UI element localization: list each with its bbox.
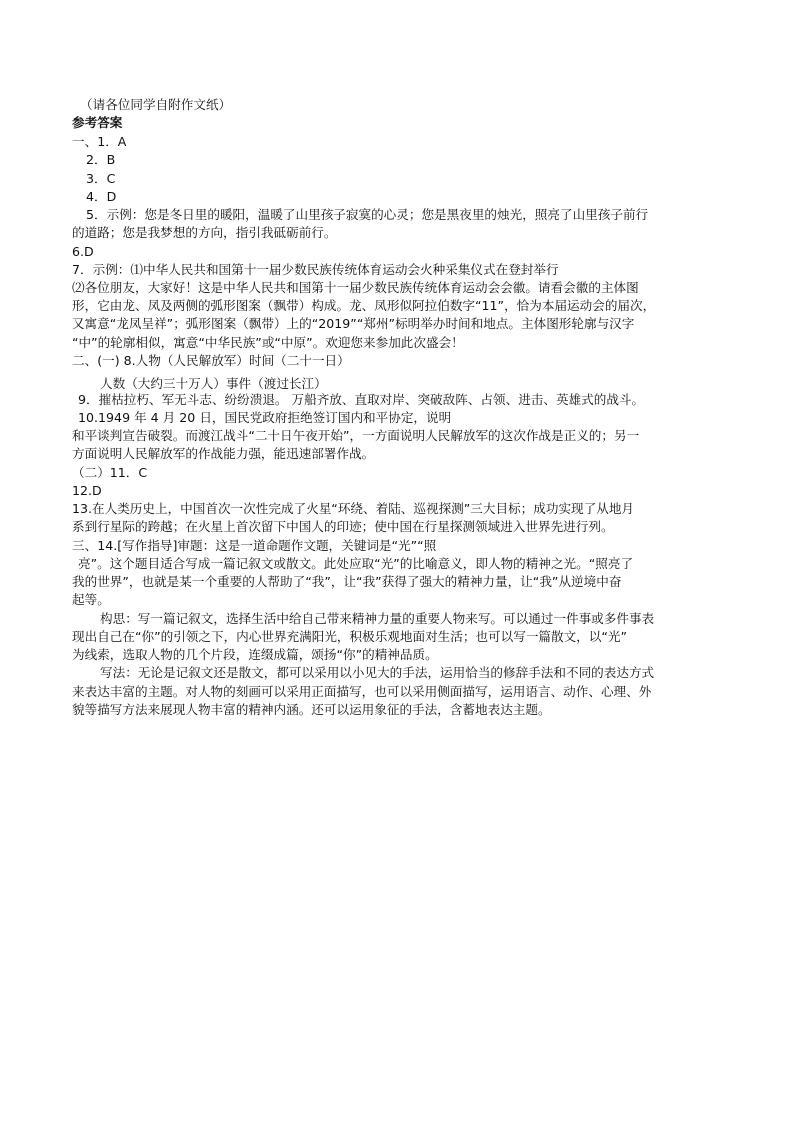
answer-line: 2．B: [86, 152, 116, 167]
answer-line: “中”的轮廓相似，寓意“中华民族”或“中原”。欢迎您来参加此次盛会！: [72, 335, 464, 350]
answer-line: 现出自己在“你”的引领之下，内心世界充满阳光，积极乐观地面对生活；也可以写一篇散文，以“光”: [72, 629, 628, 644]
answer-line: 貌等描写方法来展现人物丰富的精神内涵。还可以运用象征的手法，含蓄地表达主题。: [72, 702, 551, 717]
answer-line: 我的世界”，也就是某一个重要的人帮助了“我”，让“我”获得了强大的精神力量，让“我”从逆境中奋: [72, 574, 622, 589]
answer-line: 一、1．A: [72, 134, 127, 149]
answer-line: 10.1949 年 4 月 20 日，国民党政府拒绝签订国内和平协定，说明: [78, 410, 452, 425]
answer-line: 12.D: [72, 483, 102, 498]
answer-line: 3．C: [86, 171, 116, 186]
answer-heading: 参考答案: [72, 115, 123, 130]
answer-line: 系到行星际的跨越；在火星上首次留下中国人的印迹；使中国在行星探测领域进入世界先进行列。: [72, 519, 614, 534]
answer-line: 的道路；您是我梦想的方向，指引我砥砺前行。: [72, 225, 337, 240]
answer-line: 13.在人类历史上，中国首次一次性完成了火星“环绕、着陆、巡视探测”三大目标；成功实现了从地月: [72, 501, 635, 516]
answer-line: 起等。: [72, 592, 110, 607]
answer-line: 构思：写一篇记叙文，选择生活中给自己带来精神力量的重要人物来写。可以通过一件事或多件事表: [100, 611, 655, 626]
answer-line: 7．示例：⑴中华人民共和国第十一届少数民族传统体育运动会火种采集仪式在登封举行: [72, 262, 559, 277]
answer-line: 三、14.[写作指导]审题：这是一道命题作文题，关键词是“光”“照: [72, 538, 437, 553]
answer-line: 和平谈判宣告破裂。而渡江战斗“二十日午夜开始”，一方面说明人民解放军的这次作战是正义的；另一: [72, 428, 640, 443]
answer-line: （二）11．C: [72, 465, 148, 480]
answer-line: 为线索，选取人物的几个片段，连缀成篇，颂扬“你”的精神品质。: [72, 647, 438, 662]
answer-line: 5．示例：您是冬日里的暖阳，温暖了山里孩子寂寞的心灵；您是黑夜里的烛光，照亮了山里孩子前行: [86, 207, 649, 222]
essay-paper-note: （请各位同学自附作文纸）: [80, 97, 232, 112]
answer-line: ⑵各位朋友，大家好！这是中华人民共和国第十一届少数民族传统体育运动会会徽。请看会徽的主体图: [72, 280, 639, 295]
answer-line: 人数（大约三十万人）事件（渡过长江）: [100, 376, 327, 391]
answer-line: 写法：无论是记叙文还是散文，都可以采用以小见大的手法，运用恰当的修辞手法和不同的表达方式: [100, 665, 655, 680]
answer-line: 亮”。这个题目适合写成一篇记叙文或散文。此处应取“光”的比喻意义，即人物的精神之光。“照亮了: [78, 556, 634, 571]
answer-line: 形，它由龙、凤及两侧的弧形图案（飘带）构成。龙、凤形似阿拉伯数字“11”，恰为本届运动会的届次，: [72, 298, 656, 313]
answer-line: 6.D: [72, 244, 94, 259]
answer-line: 来表达丰富的主题。对人物的刻画可以采用正面描写，也可以采用侧面描写，运用语言、动作、心理、外: [72, 684, 652, 699]
answer-line: 又寓意“龙凤呈祥”；弧形图案（飘带）上的“2019”“郑州”标明举办时间和地点。主体图形轮廓与汉字: [72, 316, 635, 331]
answer-line: 9．摧枯拉朽、军无斗志、纷纷溃退。 万船齐放、直取对岸、突破敌阵、占领、进击、英雄式的战斗。: [78, 392, 645, 407]
answer-line: 方面说明人民解放军的作战能力强，能迅速部署作战。: [72, 446, 375, 461]
answer-line: 4．D: [86, 189, 117, 204]
answer-line: 二、(一) 8.人物（人民解放军）时间（二十一日）: [72, 353, 350, 368]
